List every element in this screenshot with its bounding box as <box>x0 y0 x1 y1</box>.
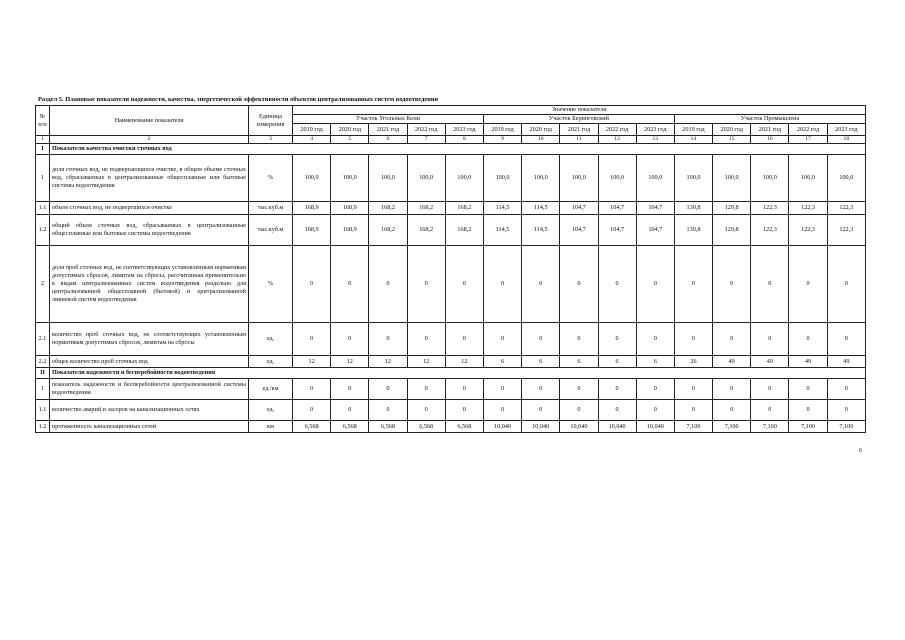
indicator-value: 7,100 <box>751 421 789 433</box>
indicator-value: 0 <box>636 400 674 421</box>
indicator-value: 0 <box>789 323 827 356</box>
indicator-value: 0 <box>331 323 369 356</box>
indicator-name: количество проб сточных вод, не соответствующих установленным нормативам допустимых сбросов, лимитам на сбросы <box>50 323 249 356</box>
indicator-value: 0 <box>331 246 369 323</box>
indicator-value: 0 <box>598 323 636 356</box>
row-number: 1 <box>36 155 50 202</box>
row-number: 1 <box>36 379 50 400</box>
indicator-value: 0 <box>483 246 521 323</box>
header-year: 2022 год <box>407 124 445 136</box>
indicator-unit: тыс.куб.м <box>249 202 293 215</box>
indicator-value: 12 <box>407 356 445 368</box>
indicator-value: 10,040 <box>560 421 598 433</box>
header-year: 2019 год <box>483 124 521 136</box>
column-number: 5 <box>331 136 369 144</box>
indicator-unit: % <box>249 155 293 202</box>
indicator-value: 0 <box>751 323 789 356</box>
column-number: 13 <box>636 136 674 144</box>
indicator-value: 168,2 <box>369 202 407 215</box>
indicator-value: 130,8 <box>674 202 712 215</box>
indicator-value: 0 <box>407 400 445 421</box>
indicator-value: 0 <box>407 246 445 323</box>
header-area-1: Участок Угольных Копи <box>293 115 484 124</box>
table-row <box>36 421 866 433</box>
indicator-value: 0 <box>369 323 407 356</box>
indicator-name: количество аварий и засоров на канализационных сетях <box>50 400 249 421</box>
indicator-value: 100,0 <box>751 155 789 202</box>
indicator-value: 0 <box>293 379 331 400</box>
indicator-value: 104,7 <box>560 202 598 215</box>
indicator-value: 0 <box>560 323 598 356</box>
section-heading: Показатели надежности и бесперебойности водоотведения <box>50 368 866 379</box>
column-number: 11 <box>560 136 598 144</box>
indicator-value: 0 <box>560 379 598 400</box>
indicator-value: 100,0 <box>713 155 751 202</box>
column-number: 4 <box>293 136 331 144</box>
indicator-value: 0 <box>674 400 712 421</box>
indicator-value: 0 <box>789 400 827 421</box>
indicator-value: 100,0 <box>445 155 483 202</box>
indicators-table <box>35 105 866 433</box>
indicator-value: 130,8 <box>674 215 712 246</box>
indicator-value: 0 <box>598 400 636 421</box>
indicator-value: 6 <box>522 356 560 368</box>
header-year: 2019 год <box>293 124 331 136</box>
row-number: I <box>36 144 50 155</box>
indicator-value: 0 <box>560 400 598 421</box>
indicator-value: 12 <box>331 356 369 368</box>
indicator-name: протяженность канализационных сетей <box>50 421 249 433</box>
column-number: 9 <box>483 136 521 144</box>
header-year: 2020 год <box>713 124 751 136</box>
indicator-value: 100,0 <box>522 155 560 202</box>
indicator-value: 0 <box>522 379 560 400</box>
table-row <box>36 215 866 246</box>
indicator-value: 0 <box>827 379 865 400</box>
indicator-value: 100,0 <box>636 155 674 202</box>
indicator-value: 168,2 <box>407 202 445 215</box>
indicator-value: 168,9 <box>293 215 331 246</box>
indicator-value: 0 <box>369 379 407 400</box>
indicator-value: 0 <box>445 379 483 400</box>
indicator-value: 0 <box>598 246 636 323</box>
indicator-value: 6,568 <box>369 421 407 433</box>
indicator-value: 12 <box>293 356 331 368</box>
indicator-value: 168,9 <box>331 215 369 246</box>
table-row <box>36 356 866 368</box>
indicator-value: 122,3 <box>789 215 827 246</box>
indicator-value: 168,2 <box>445 215 483 246</box>
indicator-value: 0 <box>636 246 674 323</box>
indicator-value: 122,3 <box>751 202 789 215</box>
indicator-value: 100,0 <box>483 155 521 202</box>
indicator-value: 0 <box>445 400 483 421</box>
indicator-name: объем сточных вод, не подвергшихся очистке <box>50 202 249 215</box>
indicator-value: 6 <box>560 356 598 368</box>
indicator-value: 0 <box>827 400 865 421</box>
header-num: № п/п <box>36 106 50 136</box>
indicator-value: 49 <box>789 356 827 368</box>
indicator-value: 0 <box>522 246 560 323</box>
indicator-unit: ед. <box>249 323 293 356</box>
header-year: 2021 год <box>369 124 407 136</box>
indicator-value: 10,040 <box>522 421 560 433</box>
indicator-value: 114,5 <box>483 202 521 215</box>
indicator-value: 100,0 <box>331 155 369 202</box>
indicator-value: 0 <box>674 379 712 400</box>
indicator-value: 6 <box>598 356 636 368</box>
indicator-value: 0 <box>522 400 560 421</box>
indicator-value: 168,2 <box>407 215 445 246</box>
table-row <box>36 155 866 202</box>
indicator-value: 0 <box>483 379 521 400</box>
indicator-value: 168,2 <box>445 202 483 215</box>
row-number: 2 <box>36 246 50 323</box>
indicator-value: 0 <box>636 379 674 400</box>
indicator-value: 122,3 <box>789 202 827 215</box>
indicator-value: 168,9 <box>293 202 331 215</box>
indicator-unit: % <box>249 246 293 323</box>
indicator-value: 100,0 <box>369 155 407 202</box>
indicator-value: 0 <box>674 323 712 356</box>
header-year: 2019 год <box>674 124 712 136</box>
indicator-value: 6,568 <box>407 421 445 433</box>
header-year: 2022 год <box>598 124 636 136</box>
indicator-value: 168,2 <box>369 215 407 246</box>
column-number: 14 <box>674 136 712 144</box>
indicator-value: 0 <box>713 379 751 400</box>
indicator-value: 7,100 <box>789 421 827 433</box>
indicator-value: 7,100 <box>674 421 712 433</box>
indicator-value: 49 <box>827 356 865 368</box>
column-number: 17 <box>789 136 827 144</box>
indicator-value: 49 <box>713 356 751 368</box>
indicator-value: 0 <box>789 246 827 323</box>
indicator-value: 0 <box>369 400 407 421</box>
indicator-value: 0 <box>751 400 789 421</box>
indicator-value: 129,8 <box>713 202 751 215</box>
indicator-value: 0 <box>713 323 751 356</box>
indicator-value: 26 <box>674 356 712 368</box>
indicator-value: 0 <box>674 246 712 323</box>
indicator-value: 100,0 <box>827 155 865 202</box>
indicator-value: 100,0 <box>560 155 598 202</box>
row-number: 1.1 <box>36 202 50 215</box>
indicator-value: 0 <box>751 246 789 323</box>
indicator-value: 6 <box>636 356 674 368</box>
section-heading: Показатели качества очистки сточных вод <box>50 144 866 155</box>
row-number: 1.1 <box>36 400 50 421</box>
indicator-value: 0 <box>827 246 865 323</box>
indicator-value: 104,7 <box>598 202 636 215</box>
indicator-unit: ед. <box>249 356 293 368</box>
indicator-value: 122,3 <box>827 215 865 246</box>
column-number: 7 <box>407 136 445 144</box>
indicator-value: 7,100 <box>713 421 751 433</box>
section-title: Раздел 5. Плановые показатели надежности, качества, энергетической эффективности объектов централизованных систем водоотведения <box>38 96 438 103</box>
table-row <box>36 246 866 323</box>
column-number: 6 <box>369 136 407 144</box>
column-number: 18 <box>827 136 865 144</box>
indicator-value: 0 <box>598 379 636 400</box>
indicator-value: 0 <box>522 323 560 356</box>
indicator-name: общий объем сточных вод, сбрасываемых в централизованные общесплавные или бытовые системы водоотведения <box>50 215 249 246</box>
indicator-value: 6,568 <box>445 421 483 433</box>
indicator-value: 6,568 <box>331 421 369 433</box>
column-number: 12 <box>598 136 636 144</box>
row-number: 1.2 <box>36 421 50 433</box>
indicator-value: 0 <box>293 246 331 323</box>
header-year: 2023 год <box>827 124 865 136</box>
indicator-value: 10,040 <box>483 421 521 433</box>
page-number: 6 <box>859 448 862 454</box>
table-row <box>36 323 866 356</box>
indicator-value: 0 <box>407 379 445 400</box>
indicator-value: 0 <box>483 400 521 421</box>
indicator-value: 100,0 <box>598 155 636 202</box>
indicator-value: 0 <box>713 400 751 421</box>
indicator-name: общее количество проб сточных вод <box>50 356 249 368</box>
header-year: 2021 год <box>751 124 789 136</box>
table-row <box>36 202 866 215</box>
indicator-value: 0 <box>445 323 483 356</box>
section-row <box>36 368 866 379</box>
header-name: Наименование показателя <box>50 106 249 136</box>
column-number: 3 <box>249 136 293 144</box>
table-row <box>36 400 866 421</box>
indicator-unit: км <box>249 421 293 433</box>
indicator-value: 6,568 <box>293 421 331 433</box>
column-number: 16 <box>751 136 789 144</box>
header-year: 2022 год <box>789 124 827 136</box>
header-year: 2020 год <box>522 124 560 136</box>
indicator-value: 0 <box>331 379 369 400</box>
indicator-value: 114,5 <box>522 215 560 246</box>
indicator-value: 104,7 <box>560 215 598 246</box>
indicator-value: 100,0 <box>293 155 331 202</box>
header-year: 2020 год <box>331 124 369 136</box>
indicator-value: 6 <box>483 356 521 368</box>
indicator-value: 122,3 <box>751 215 789 246</box>
header-year: 2021 год <box>560 124 598 136</box>
indicator-value: 0 <box>293 400 331 421</box>
indicator-value: 0 <box>445 246 483 323</box>
column-number: 1 <box>36 136 50 144</box>
header-area-3: Участок Промышлена <box>674 115 865 124</box>
indicator-value: 0 <box>636 323 674 356</box>
indicator-value: 12 <box>369 356 407 368</box>
indicator-value: 0 <box>789 379 827 400</box>
row-number: 2.1 <box>36 323 50 356</box>
column-number: 2 <box>50 136 249 144</box>
indicator-value: 0 <box>713 246 751 323</box>
indicator-value: 122,3 <box>827 202 865 215</box>
indicator-value: 114,5 <box>483 215 521 246</box>
indicator-name: доля проб сточных вод, не соответствующих установленным нормативам допустимых сбросов, лимитам на сбросы, рассчитанная применительно к видам централизованных систем водоотведения раздельно для централизованной общесплавной (бытовой) и централизованной ливневой систем водоотведения <box>50 246 249 323</box>
header-year: 2023 год <box>445 124 483 136</box>
indicator-value: 0 <box>407 323 445 356</box>
indicator-value: 7,100 <box>827 421 865 433</box>
row-number: 2.2 <box>36 356 50 368</box>
header-year: 2023 год <box>636 124 674 136</box>
indicator-value: 100,0 <box>789 155 827 202</box>
indicator-unit: тыс.куб.м <box>249 215 293 246</box>
indicator-value: 104,7 <box>636 202 674 215</box>
indicator-name: показатель надежности и бесперебойности централизованной системы водоотведения <box>50 379 249 400</box>
section-row <box>36 144 866 155</box>
indicator-name: доля сточных вод, не подвергающихся очистке, в общем объеме сточных вод, сбрасываемых в централизованные общесплавные или бытовые системы водоотведения <box>50 155 249 202</box>
indicator-value: 129,8 <box>713 215 751 246</box>
column-number: 8 <box>445 136 483 144</box>
indicator-value: 0 <box>827 323 865 356</box>
column-number: 10 <box>522 136 560 144</box>
indicator-value: 100,0 <box>407 155 445 202</box>
indicator-unit: ед./км <box>249 379 293 400</box>
indicator-value: 114,5 <box>522 202 560 215</box>
indicator-value: 0 <box>369 246 407 323</box>
indicator-value: 0 <box>560 246 598 323</box>
indicator-value: 0 <box>331 400 369 421</box>
table-row <box>36 379 866 400</box>
row-number: II <box>36 368 50 379</box>
column-number: 15 <box>713 136 751 144</box>
row-number: 1.2 <box>36 215 50 246</box>
indicator-value: 0 <box>483 323 521 356</box>
header-value-group: Значение показателя <box>293 106 866 115</box>
indicator-value: 10,040 <box>598 421 636 433</box>
header-unit: Единица измерения <box>249 106 293 136</box>
header-area-2: Участок Беринговский <box>483 115 674 124</box>
indicator-value: 0 <box>293 323 331 356</box>
indicator-unit: ед. <box>249 400 293 421</box>
indicator-value: 49 <box>751 356 789 368</box>
indicator-value: 0 <box>751 379 789 400</box>
indicator-value: 100,0 <box>674 155 712 202</box>
indicator-value: 168,9 <box>331 202 369 215</box>
indicator-value: 104,7 <box>598 215 636 246</box>
indicator-value: 104,7 <box>636 215 674 246</box>
indicator-value: 10,040 <box>636 421 674 433</box>
indicator-value: 12 <box>445 356 483 368</box>
